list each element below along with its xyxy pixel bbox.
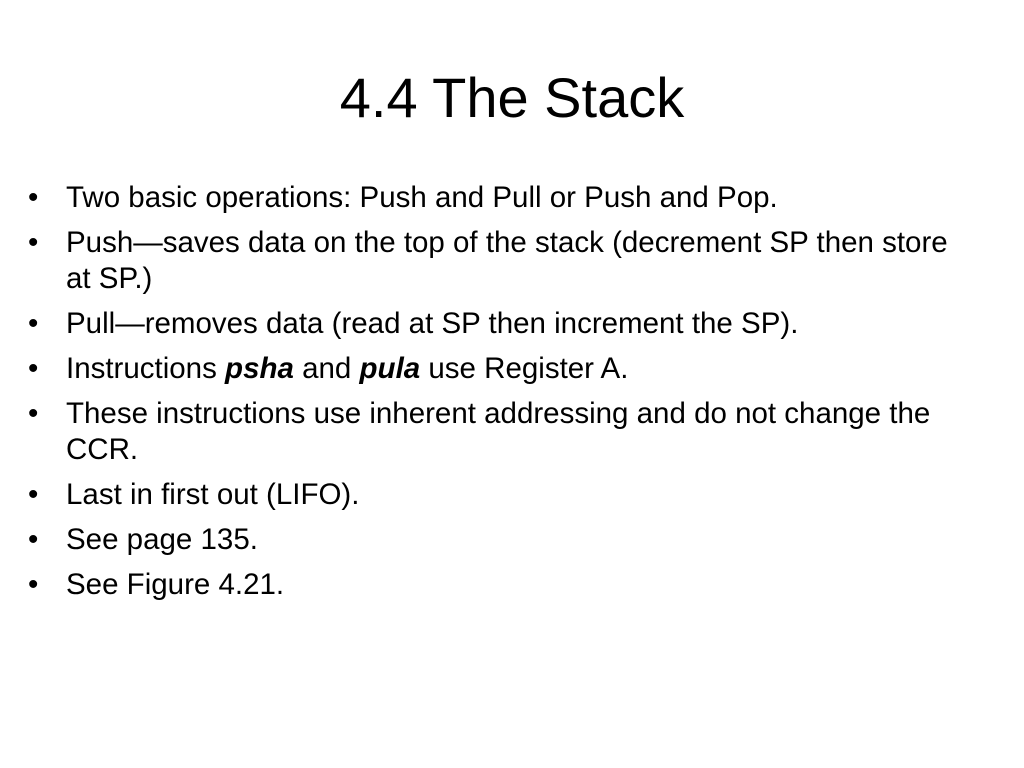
bullet-item [28,567,978,603]
bullet-text: Two basic operations: Push and Pull or Push and Pop. [66,181,778,214]
bullet-text-part: use Register A. [420,352,629,385]
bullet-text: See page 135. [66,523,258,556]
bullet-marker: • [28,478,39,511]
bullet-item [28,351,978,387]
bullet-marker: • [28,397,39,430]
bullet-text: Push—saves data on the top of the stack (decrement SP then store at SP.) [66,226,948,295]
bullet-text: Last in first out (LIFO). [66,478,360,511]
bullet-marker: • [28,568,39,601]
bullet-item [28,396,978,468]
bullet-text-part: Instructions [66,352,226,385]
bullet-item [28,225,978,297]
bullet-item [28,522,978,558]
instruction-pula: pula [359,352,421,385]
instruction-psha: psha [225,352,294,385]
bullet-text-part: and [293,352,360,385]
bullet-list [28,180,978,612]
bullet-marker: • [28,352,39,385]
bullet-item [28,306,978,342]
bullet-marker: • [28,307,39,340]
bullet-item [28,180,978,216]
bullet-marker: • [28,181,39,214]
slide-title: 4.4 The Stack [339,66,685,129]
bullet-marker: • [28,226,39,259]
bullet-text: See Figure 4.21. [66,568,285,601]
bullet-text: Pull—removes data (read at SP then increment the SP). [66,307,799,340]
bullet-text [66,352,628,385]
bullet-item [28,477,978,513]
bullet-marker: • [28,523,39,556]
bullet-text: These instructions use inherent addressing and do not change the CCR. [66,397,931,466]
